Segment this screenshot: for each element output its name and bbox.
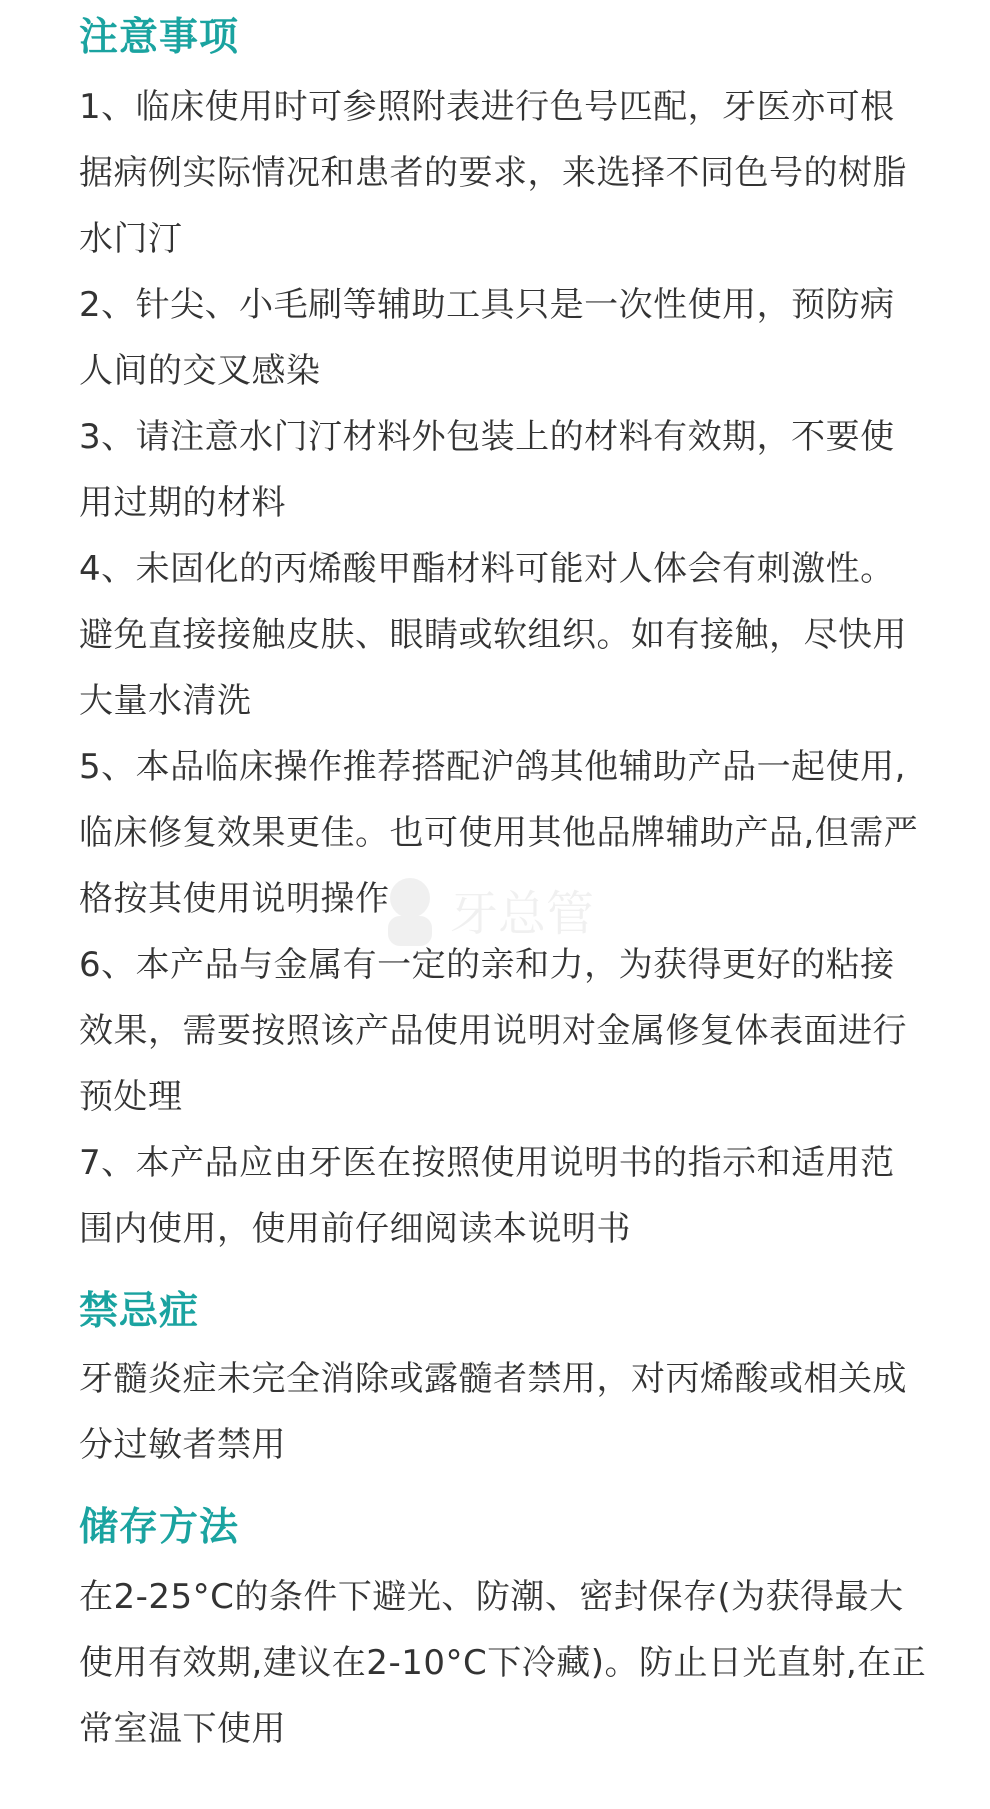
precaution-item-6: 6、本产品与金属有一定的亲和力，为获得更好的粘接效果，需要按照该产品使用说明对金属修复体表面进行预处理 (79, 945, 907, 1117)
contraindications-section (79, 1284, 929, 1478)
precaution-item-2: 2、针尖、小毛刷等辅助工具只是一次性使用，预防病人间的交叉感染 (79, 285, 895, 391)
precaution-item-7: 7、本产品应由牙医在按照使用说明书的指示和适用范围内使用，使用前仔细阅读本说明书 (79, 1143, 895, 1249)
precautions-section (79, 10, 929, 1262)
precautions-title: 注意事项 (79, 15, 240, 60)
storage-title: 储存方法 (79, 1505, 240, 1550)
precaution-item-3: 3、请注意水门汀材料外包装上的材料有效期，不要使用过期的材料 (79, 417, 895, 523)
instruction-document (79, 10, 929, 1762)
precaution-item-4: 4、未固化的丙烯酸甲酯材料可能对人体会有刺激性。避免直接接触皮肤、眼睛或软组织。如有接触，尽快用大量水清洗 (79, 549, 907, 721)
contraindications-title: 禁忌症 (79, 1289, 200, 1334)
storage-section (79, 1500, 929, 1762)
precaution-item-5: 5、本品临床操作推荐搭配沪鸽其他辅助产品一起使用,临床修复效果更佳。也可使用其他品牌辅助产品,但需严格按其使用说明操作 (79, 747, 919, 919)
precaution-item-1: 1、临床使用时可参照附表进行色号匹配，牙医亦可根据病例实际情况和患者的要求，来选择不同色号的树脂水门汀 (79, 87, 907, 259)
contraindications-text: 牙髓炎症未完全消除或露髓者禁用，对丙烯酸或相关成分过敏者禁用 (79, 1359, 907, 1465)
watermark-text: 牙总管 (450, 886, 595, 942)
storage-text: 在2-25°C的条件下避光、防潮、密封保存(为获得最大使用有效期,建议在2-10°C下冷藏)。防止日光直射,在正常室温下使用 (79, 1577, 927, 1749)
